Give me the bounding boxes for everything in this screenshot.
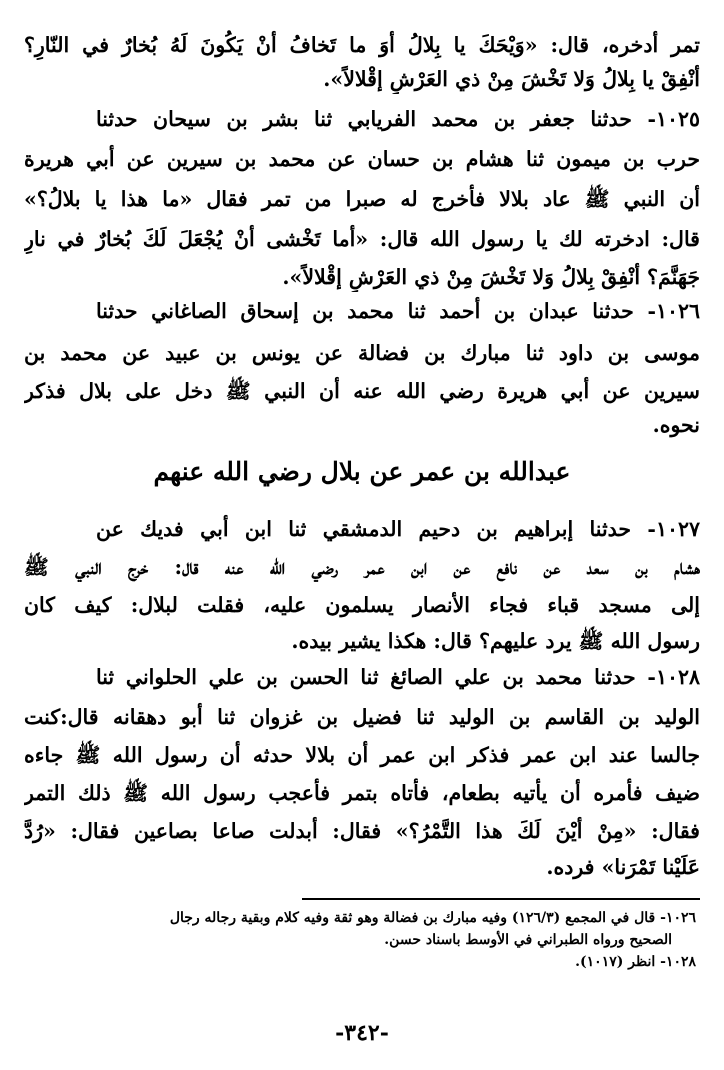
hadith-1027-start: ١٠٢٧- حدثنا إبراهيم بن دحيم الدمشقي ثنا ابن أبي فديك عن [96,517,700,541]
text-line: الوليد بن القاسم بن الوليد ثنا فضيل بن غزوان ثنا أبو دهقانه قال:كنت [24,705,700,729]
section-heading: عبدالله بن عمر عن بلال رضي الله عنهم [153,457,571,486]
text-line: فقال: «مِنْ أيْنَ لَكَ هذا التَّمْرُ؟» فقال: أبدلت صاعا بصاعين فقال: «رُدَّ [24,819,700,843]
footnote-divider [302,898,700,900]
hadith-1026-start: ١٠٢٦- حدثنا عبدان بن أحمد ثنا محمد بن إسحاق الصاغاني حدثنا [96,299,700,323]
text-line: أنْفِقْ يا بِلالُ وَلا تَخْشَ مِنْ ذي العَرْشِ إقْلالاً». [323,67,700,91]
text-line: إلى مسجد قباء فجاء الأنصار يسلمون عليه، فقلت لبلال: كيف كان [24,593,700,617]
text-line: تمر أدخره، قال: «وَيْحَكَ يا بِلالُ أوَ ما تَخافُ أنْ يَكُونَ لَهُ بُخارٌ في النّارِ؟ [24,33,700,57]
text-line: عَلَيْنا تَمْرَنا» فرده. [546,855,700,879]
text-line: جَهَنَّمَ؟ أنْفِقْ بِلالُ وَلا تَخْشَ مِنْ ذي العَرْشِ إقْلالاً». [282,265,700,289]
text-line: رسول الله ﷺ يرد عليهم؟ قال: هكذا يشير بيده. [291,629,700,653]
text-line: حرب بن ميمون ثنا هشام بن حسان عن محمد بن سيرين عن أبي هريرة [24,147,700,171]
text-line: سيرين عن أبي هريرة رضي الله عنه أن النبي ﷺ دخل على بلال فذكر [24,379,700,403]
hadith-1025-start: ١٠٢٥- حدثنا جعفر بن محمد الفريابي ثنا بشر بن سيحان حدثنا [96,107,700,131]
page-number: -٣٤٢- [335,1020,389,1046]
hadith-1028-start: ١٠٢٨- حدثنا محمد بن علي الصائغ ثنا الحسن بن علي الحلواني ثنا [96,665,700,689]
footnote-1028: ١٠٢٨- انظر (١٠١٧). [575,954,696,970]
text-line: نحوه. [652,413,700,437]
text-line: جالسا عند ابن عمر فذكر ابن عمر أن بلالا حدثه أن رسول الله ﷺ جاءه [24,743,700,767]
footnote-1026-continued: الصحيح ورواه الطبراني في الأوسط باسناد حسن. [384,932,672,948]
text-line: ضيف فأمره أن يأتيه بطعام، فأتاه بتمر فأعجب رسول الله ﷺ ذلك التمر [24,781,700,805]
text-line: هشام بن سعد عن نافع عن ابن عمر رضي الله عنه قال: خرج النبي ﷺ [24,555,700,579]
text-line: موسى بن داود ثنا مبارك بن فضالة عن يونس بن عبيد عن محمد بن [24,341,700,365]
text-line: قال: ادخرته لك يا رسول الله قال: «أما تَخْشى أنْ يُجْعَلَ لَكَ بُخارٌ في نارِ [24,227,700,251]
text-line: أن النبي ﷺ عاد بلالا فأخرج له صبرا من تمر فقال «ما هذا يا بلالُ؟» [24,187,700,211]
footnote-1026: ١٠٢٦- قال في المجمع (١٢٦/٣) وفيه مبارك بن فضالة وهو ثقة وفيه كلام وبقية رجاله رجال [169,910,696,926]
